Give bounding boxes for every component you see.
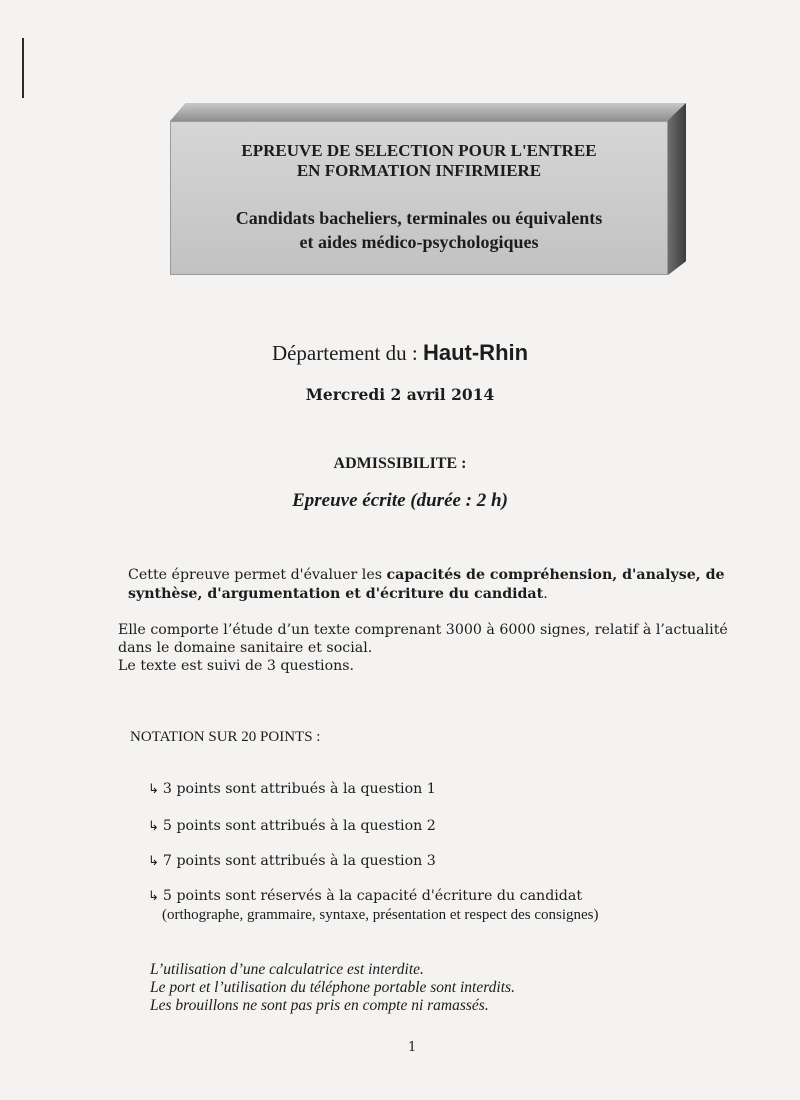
department-value: Haut-Rhin: [422, 340, 529, 365]
title-box-bevel-top: [170, 103, 686, 121]
exam-date: Mercredi 2 avril 2014: [305, 385, 495, 404]
scan-margin-mark: [22, 38, 24, 98]
title-box-bevel-side: [668, 103, 686, 275]
intro-prefix: Cette épreuve permet d'évaluer les: [128, 567, 387, 583]
intro-bold: capacités de compréhension, d'analyse, de synthèse, d'argumentation et d'écriture du candidat: [128, 567, 725, 602]
exam-rules: [150, 961, 515, 1015]
title-box: [170, 103, 686, 275]
points-text: 7 points sont attribués à la question 3: [162, 853, 436, 869]
points-item: [148, 780, 436, 799]
description-line3: Le texte est suivi de 3 questions.: [118, 658, 355, 674]
epreuve-heading: Epreuve écrite (durée : 2 h): [292, 490, 508, 511]
rule-calculator: L’utilisation d’une calculatrice est interdite.: [150, 961, 424, 978]
intro-paragraph: [128, 566, 758, 604]
rule-phone: Le port et l’utilisation du téléphone portable sont interdits.: [150, 979, 515, 996]
points-item: [148, 887, 582, 906]
points-text: 5 points sont réservés à la capacité d'écriture du candidat: [162, 888, 583, 904]
points-text: 3 points sont attribués à la question 1: [162, 781, 436, 797]
candidates-line2: et aides médico-psychologiques: [299, 232, 539, 252]
description-line2: dans le domaine sanitaire et social.: [118, 640, 373, 656]
notation-heading: NOTATION SUR 20 POINTS :: [130, 729, 321, 745]
exam-title-line1: EPREUVE DE SELECTION POUR L'ENTREE: [241, 141, 597, 160]
description-line1: Elle comporte l’étude d’un texte comprenant 3000 à 6000 signes, relatif à l’actualité: [118, 622, 728, 638]
arrow-bullet-icon: ↳: [148, 889, 159, 904]
title-box-face: [170, 121, 668, 275]
candidates-line1: Candidats bacheliers, terminales ou équivalents: [235, 208, 603, 228]
exam-title-line2: EN FORMATION INFIRMIERE: [296, 161, 542, 180]
points-detail: (orthographe, grammaire, syntaxe, présentation et respect des consignes): [162, 907, 599, 923]
description-paragraph: [118, 621, 758, 675]
page-number: 1: [408, 1040, 417, 1055]
rule-drafts: Les brouillons ne sont pas pris en compte ni ramassés.: [150, 997, 489, 1014]
points-item: [148, 817, 436, 836]
arrow-bullet-icon: ↳: [148, 854, 159, 869]
department-label: Département du :: [271, 341, 423, 365]
arrow-bullet-icon: ↳: [148, 782, 159, 797]
department-heading: [0, 340, 800, 366]
points-text: 5 points sont attribués à la question 2: [162, 818, 436, 834]
points-item: [148, 852, 436, 871]
admissibilite-heading: ADMISSIBILITE :: [333, 455, 467, 472]
arrow-bullet-icon: ↳: [148, 819, 159, 834]
intro-suffix: .: [543, 586, 548, 602]
